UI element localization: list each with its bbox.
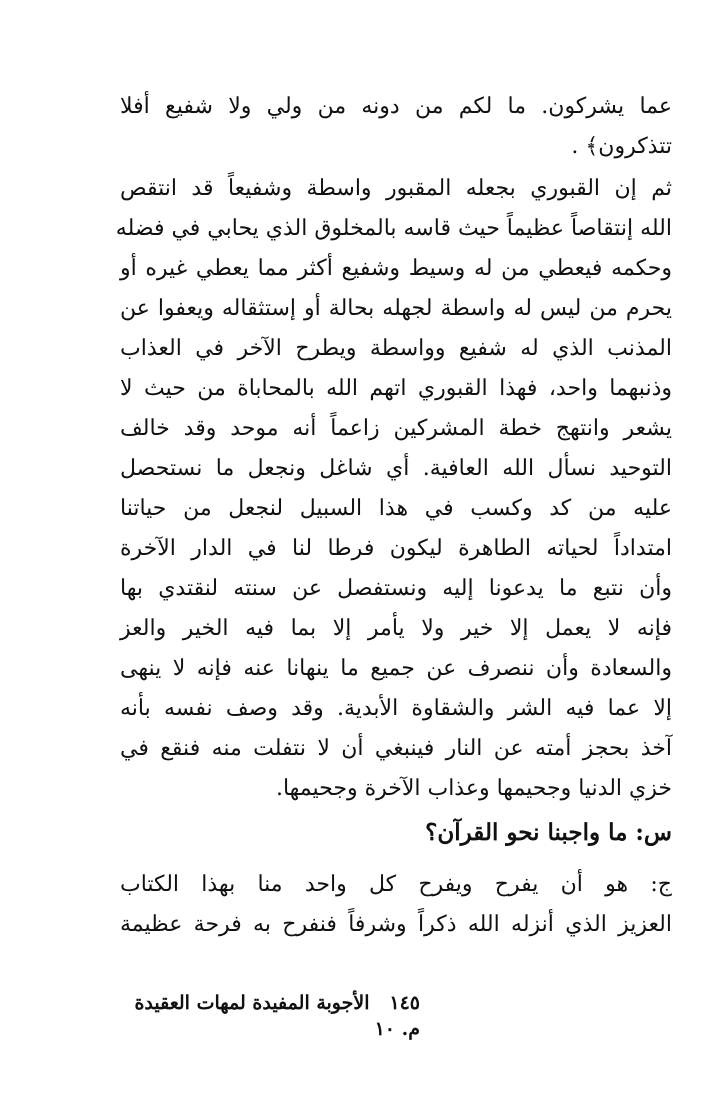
text-line: عما يشركون. ما لكم من دونه من ولي ولا شفيع أفلا [120,94,672,119]
text-line: يحرم من ليس له واسطة لجهله بحالة أو إستثقاله ويعفوا عن [120,296,672,321]
text-line: عليه من كد وكسب في هذا السبيل لنجعل من حياتنا [120,496,672,521]
text-line: ثم إن القبوري بجعله المقبور واسطة وشفيعاً قد انتقص [120,176,672,201]
text-line: العزيز الذي أنزله الله ذكراً وشرفاً فنفرح به فرحة عظيمة [120,912,672,937]
text-line: التوحيد نسأل الله العافية. أي شاغل ونجعل ما نستحصل [120,456,672,481]
footer-spacer [376,992,383,1014]
text-line: وذنبهما واحد، فهذا القبوري اتهم الله بالمحاباة من حيث لا [120,376,672,401]
text-line: يشعر وانتهج خطة المشركين زاعماً أنه موحد وقد خالف [120,416,672,441]
text-line: وحكمه فيعطي من له وسيط وشفيع أكثر مما يعطي غيره أو [120,256,672,281]
book-title-footer: الأجوبة المفيدة لمهات العقيدة م. ١٠ [134,992,420,1040]
text-line: امتداداً لحياته الطاهرة ليكون فرطا لنا في الدار الآخرة [120,536,672,561]
text-line: خزي الدنيا وجحيمها وعذاب الآخرة وجحيمها. [275,776,672,801]
text-line: والسعادة وأن ننصرف عن جميع ما ينهانا عنه فإنه لا ينهى [120,656,672,681]
text-line: الله إنتقاصاً عظيماً حيث قاسه بالمخلوق الذي يحابي في فضله [115,216,672,241]
text-line: إلا عما فيه الشر والشقاوة الأبدية. وقد وصف نفسه بأنه [120,696,672,721]
text-line: المذنب الذي له شفيع وواسطة ويطرح الآخر في العذاب [120,336,672,361]
text-line: آخذ بحجز أمته عن النار فينبغي أن لا نتفلت منه فنقع في [120,736,672,761]
text-line: تتذكرون﴾ . [571,134,672,159]
text-line: وأن نتبع ما يدعونا إليه ونستفصل عن سنته لنقتدي بها [120,576,672,601]
question-heading: س: ما واجبنا نحو القرآن؟ [425,819,672,846]
page-footer [120,990,420,1042]
page-number: ١٤٥ [389,992,420,1014]
text-line: ج: هو أن يفرح ويفرح كل واحد منا بهذا الكتاب [120,872,672,897]
text-line: فإنه لا يعمل إلا خير ولا يأمر إلا بما فيه الخير والعز [120,616,672,641]
